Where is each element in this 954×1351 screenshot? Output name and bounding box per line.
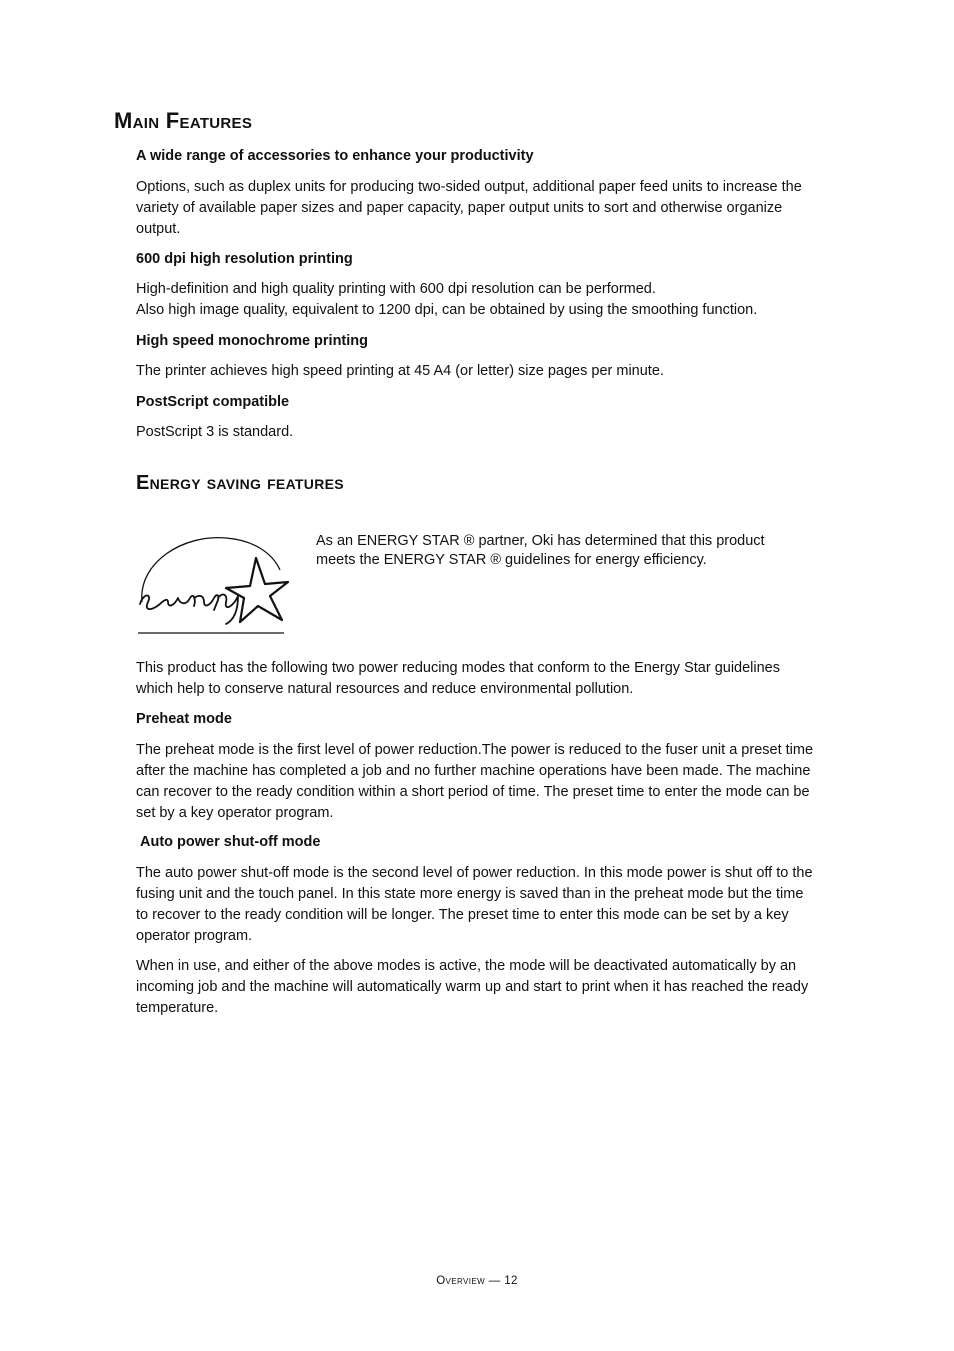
- paragraph-line: after the machine has completed a job and no further machine operations have been made. The machine: [136, 763, 811, 779]
- main-features-title: Main Features: [114, 108, 253, 133]
- paragraph-line: incoming job and the machine will automatically warm up and start to print when it has reached the ready: [136, 979, 809, 995]
- auto-off-mode-heading: Auto power shut-off mode: [140, 834, 321, 850]
- paragraph-line: output.: [136, 221, 181, 237]
- paragraph-line: The printer achieves high speed printing at 45 A4 (or letter) size pages per minute.: [136, 363, 664, 379]
- energy-star-logo-icon: [134, 532, 294, 636]
- preheat-mode-paragraph: [136, 740, 840, 824]
- feature-heading-resolution: 600 dpi high resolution printing: [136, 251, 353, 267]
- paragraph-line: fusing unit and the touch panel. In this state more energy is saved than in the preheat mode but the time: [136, 886, 804, 902]
- paragraph-line: This product has the following two power reducing modes that conform to the Energy Star guidelines: [136, 660, 780, 676]
- energy-partner-statement: [316, 532, 796, 570]
- auto-off-mode-paragraph: [136, 863, 840, 947]
- paragraph-line: Options, such as duplex units for producing two-sided output, additional paper feed units to increase the: [136, 179, 802, 195]
- paragraph-line: can recover to the ready condition within a short period of time. The preset time to enter the mode can be: [136, 784, 810, 800]
- feature-paragraph-postscript: [136, 422, 840, 443]
- feature-heading-accessories: A wide range of accessories to enhance your productivity: [136, 148, 534, 164]
- paragraph-line: PostScript 3 is standard.: [136, 424, 294, 440]
- energy-features-title: Energy saving features: [136, 472, 344, 494]
- paragraph-line: variety of available paper sizes and paper capacity, paper output units to sort and otherwise organize: [136, 200, 783, 216]
- feature-paragraph-accessories: [136, 177, 840, 240]
- paragraph-line: to recover to the ready condition will be longer. The preset time to enter this mode can be set by a key: [136, 907, 789, 923]
- energy-closing-paragraph: [136, 956, 840, 1019]
- paragraph-line: operator program.: [136, 928, 253, 944]
- paragraph-line: set by a key operator program.: [136, 805, 334, 821]
- paragraph-line: temperature.: [136, 1000, 219, 1016]
- preheat-mode-heading: Preheat mode: [136, 711, 232, 727]
- paragraph-line: As an ENERGY STAR ® partner, Oki has determined that this product: [316, 533, 765, 549]
- paragraph-line: When in use, and either of the above modes is active, the mode will be deactivated automatically by an: [136, 958, 797, 974]
- energy-intro-paragraph: [136, 658, 840, 700]
- feature-heading-postscript: PostScript compatible: [136, 394, 290, 410]
- paragraph-line: meets the ENERGY STAR ® guidelines for energy efficiency.: [316, 552, 707, 568]
- paragraph-line: Also high image quality, equivalent to 1200 dpi, can be obtained by using the smoothing function.: [136, 302, 758, 318]
- feature-paragraph-speed: [136, 361, 840, 382]
- paragraph-line: High-definition and high quality printing with 600 dpi resolution can be performed.: [136, 281, 656, 297]
- feature-paragraph-resolution: [136, 279, 840, 321]
- paragraph-line: which help to conserve natural resources and reduce environmental pollution.: [136, 681, 634, 697]
- paragraph-line: The preheat mode is the first level of power reduction.The power is reduced to the fuser unit a preset time: [136, 742, 814, 758]
- paragraph-line: The auto power shut-off mode is the second level of power reduction. In this mode power is shut off to the: [136, 865, 813, 881]
- feature-heading-speed: High speed monochrome printing: [136, 333, 369, 349]
- page-footer: Overview — 12: [436, 1275, 518, 1287]
